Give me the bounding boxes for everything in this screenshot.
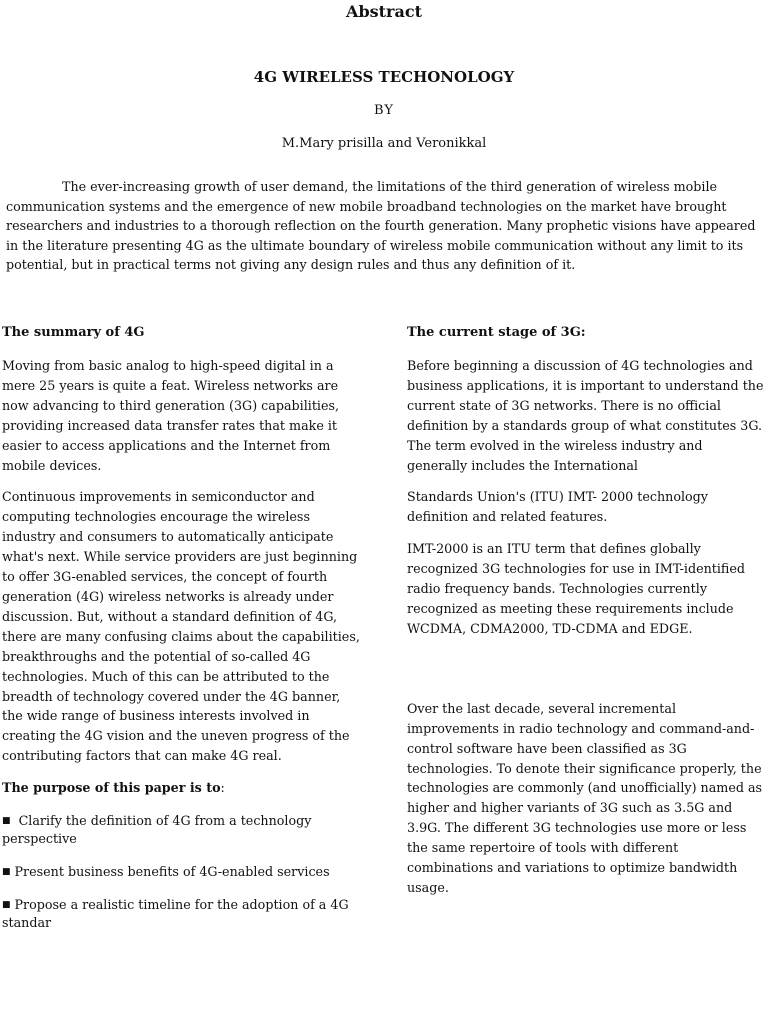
square-bullet-icon: ■ <box>2 867 11 878</box>
column-gap <box>407 651 765 699</box>
summary-paragraph-1: Moving from basic analog to high-speed digital in a mere 25 years is quite a feat. Wireless networks are now advancing to third generation (3G) capabilities, providing increased data transfer rates that make it easier to access applications and the Internet from mobile devices. <box>2 358 340 473</box>
current-3g-paragraph-4: Over the last decade, several incremental improvements in radio technology and command-and-control software have been classified as 3G technologies. To denote their significance properly, the technologies are commonly (and unofficially) named as higher and higher variants of 3G such as 3.5G and 3.9G. The different 3G technologies use more or less the same repertoire of tools with different combinations and variations to optimize bandwidth usage. <box>407 700 763 895</box>
summary-paragraph-2: Continuous improvements in semiconductor and computing technologies encourage the wireless industry and consumers to automatically anticipate what's next. While service providers are just beginning to offer 3G-enabled services, the concept of fourth generation (4G) wireless networks is already under discussion. But, without a standard definition of 4G, there are many confusing claims about the capabilities, breakthroughs and the potential of so-called 4G technologies. Much of this can be attributed to the breadth of technology covered under the 4G banner, the wide range of business interests involved in creating the 4G vision and the uneven progress of the contributing factors that can make 4G real. <box>2 489 360 764</box>
purpose-colon: : <box>220 780 225 796</box>
authors: M.Mary prisilla and Veronikkal <box>281 136 487 151</box>
by-label: BY <box>374 103 394 118</box>
abstract-heading: Abstract <box>346 2 422 21</box>
square-bullet-icon: ■ <box>2 816 11 827</box>
purpose-bullet-1 <box>2 812 364 848</box>
purpose-bullet-2 <box>2 863 364 881</box>
paper-title: 4G WIRELESS TECHONOLOGY <box>253 68 515 86</box>
purpose-label: The purpose of this paper is to <box>2 780 221 796</box>
current-3g-paragraph-2: Standards Union's (ITU) IMT- 2000 technology definition and related features. <box>407 489 708 525</box>
purpose-bullet-3 <box>2 896 364 932</box>
right-column <box>407 323 765 910</box>
current-3g-paragraph-3: IMT-2000 is an ITU term that defines globally recognized 3G technologies for use in IMT-identified radio frequency bands. Technologies currently recognized as meeting these requirements include WCDMA, CDMA2000, TD-CDMA and EDGE. <box>407 541 746 636</box>
section-heading-summary-4g: The summary of 4G <box>2 325 145 340</box>
bullet-text: Propose a realistic timeline for the adoption of a 4G standar <box>2 897 349 931</box>
left-column <box>2 323 364 947</box>
purpose-heading <box>2 778 364 798</box>
abstract-paragraph: The ever-increasing growth of user demand, the limitations of the third generation of wireless mobile communication systems and the emergence of new mobile broadband technologies on the market have brought researchers and industries to a thorough reflection on the fourth generation. Many prophetic visions have appeared in the literature presenting 4G as the ultimate boundary of wireless mobile communication without any limit to its potential, but in practical terms not giving any design rules and thus any definition of it. <box>6 179 756 273</box>
bullet-text: Clarify the definition of 4G from a technology perspective <box>2 813 312 847</box>
current-3g-paragraph-1: Before beginning a discussion of 4G technologies and business applications, it is important to understand the current state of 3G networks. There is no official definition by a standards group of what constitutes 3G. The term evolved in the wireless industry and generally includes the International <box>407 358 764 473</box>
bullet-text: Present business benefits of 4G-enabled services <box>14 864 330 880</box>
square-bullet-icon: ■ <box>2 900 11 911</box>
section-heading-current-3g: The current stage of 3G: <box>407 325 586 340</box>
